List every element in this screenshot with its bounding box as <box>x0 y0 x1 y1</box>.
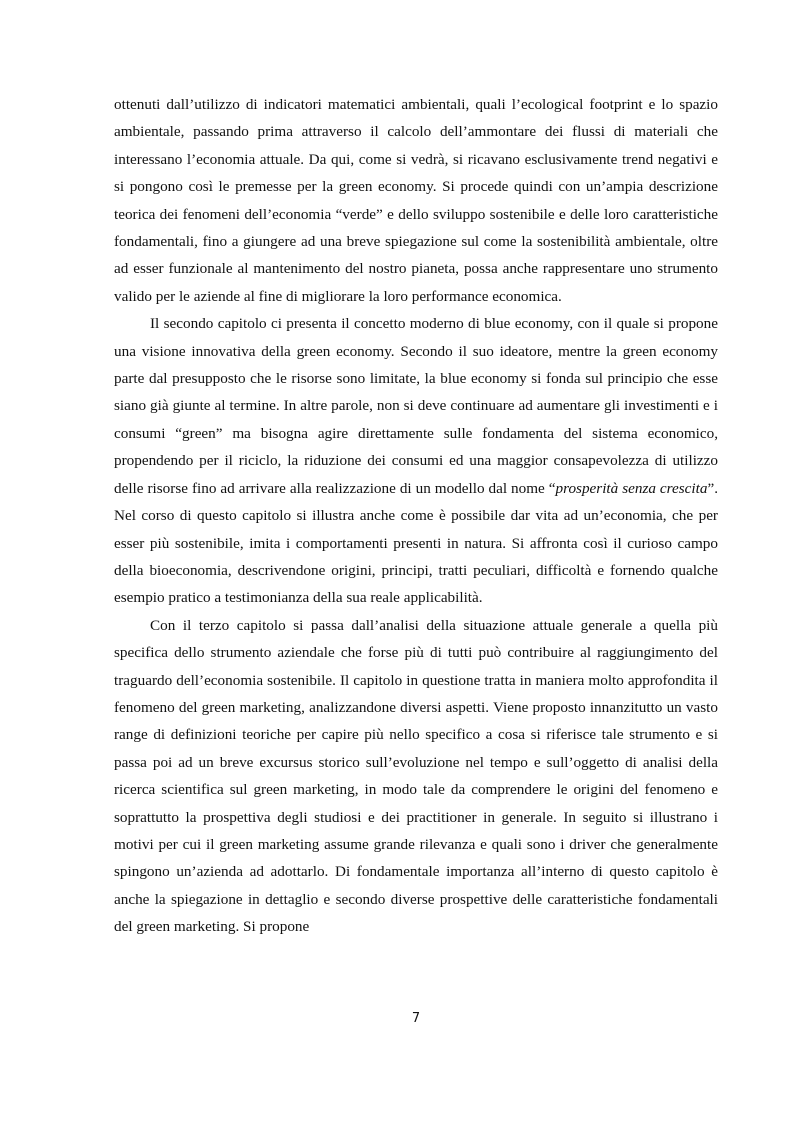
paragraph-text: Con il terzo capitolo si passa dall’analisi della situazione attuale generale a quella più specifica dello strumento aziendale che forse più di tutti può contribuire al raggiungimento del traguardo dell’economia sostenibile. Il capitolo in questione tratta in maniera molto approfondita il fenomeno del green marketing, analizzandone diversi aspetti. Viene proposto innanzitutto un vasto range di definizioni teoriche per capire più nello specifico a cosa si riferisce tale strumento e si passa poi ad un breve excursus storico sull’evoluzione nel tempo e sull’oggetto di analisi della ricerca scientifica sul green marketing, in modo tale da comprendere le origini del fenomeno e soprattutto la prospettiva degli studiosi e dei practitioner in generale. In seguito si illustrano i motivi per cui il green marketing assume grande rilevanza e quali sono i driver che generalmente spingono un’azienda ad adottarlo. Di fondamentale importanza all’interno di questo capitolo è anche la spiegazione in dettaglio e secondo diverse prospettive delle caratteristiche fondamentali del green marketing. Si propone <box>114 616 718 936</box>
page-number: 7 <box>411 1011 421 1026</box>
body-text <box>114 91 718 941</box>
paragraph <box>114 612 718 941</box>
paragraph <box>114 91 718 310</box>
paragraph <box>114 310 718 611</box>
paragraph-text: ottenuti dall’utilizzo di indicatori matematici ambientali, quali l’ecological footprint e lo spazio ambientale, passando prima attraverso il calcolo dell’ammontare dei flussi di materiali che interessano l’economia attuale. Da qui, come si vedrà, si ricavano esclusivamente trend negativi e si pongono così le premesse per la green economy. Si procede quindi con un’ampia descrizione teorica dei fenomeni dell’economia “verde” e dello sviluppo sostenibile e delle loro caratteristiche fondamentali, fino a giungere ad una breve spiegazione sul come la sostenibilità ambientale, oltre ad esser funzionale al mantenimento del nostro pianeta, possa anche rappresentare uno strumento valido per le aziende al fine di migliorare la loro performance economica. <box>114 96 718 305</box>
paragraph-text: ”. Nel corso di questo capitolo si illustra anche come è possibile dar vita ad un’economia, che per esser più sostenibile, imita i comportamenti presenti in natura. Si affronta così il curioso campo della bioeconomia, descrivendone origini, principi, tratti peculiari, difficoltà e fornendo qualche esempio pratico a testimonianza della sua reale applicabilità. <box>114 479 718 607</box>
paragraph-text: Il secondo capitolo ci presenta il concetto moderno di blue economy, con il quale si propone una visione innovativa della green economy. Secondo il suo ideatore, mentre la green economy parte dal presupposto che le risorse sono limitate, la blue economy si fonda sul principio che esse siano già giunte al termine. In altre parole, non si deve continuare ad aumentare gli investimenti e i consumi “green” ma bisogna agire direttamente sulle fondamenta del sistema economico, propendendo per il riciclo, la riduzione dei consumi ed una maggior consapevolezza di utilizzo delle risorse fino ad arrivare alla realizzazione di un modello dal nome “ <box>114 315 718 497</box>
italic-phrase: prosperità senza crescita <box>555 479 708 497</box>
